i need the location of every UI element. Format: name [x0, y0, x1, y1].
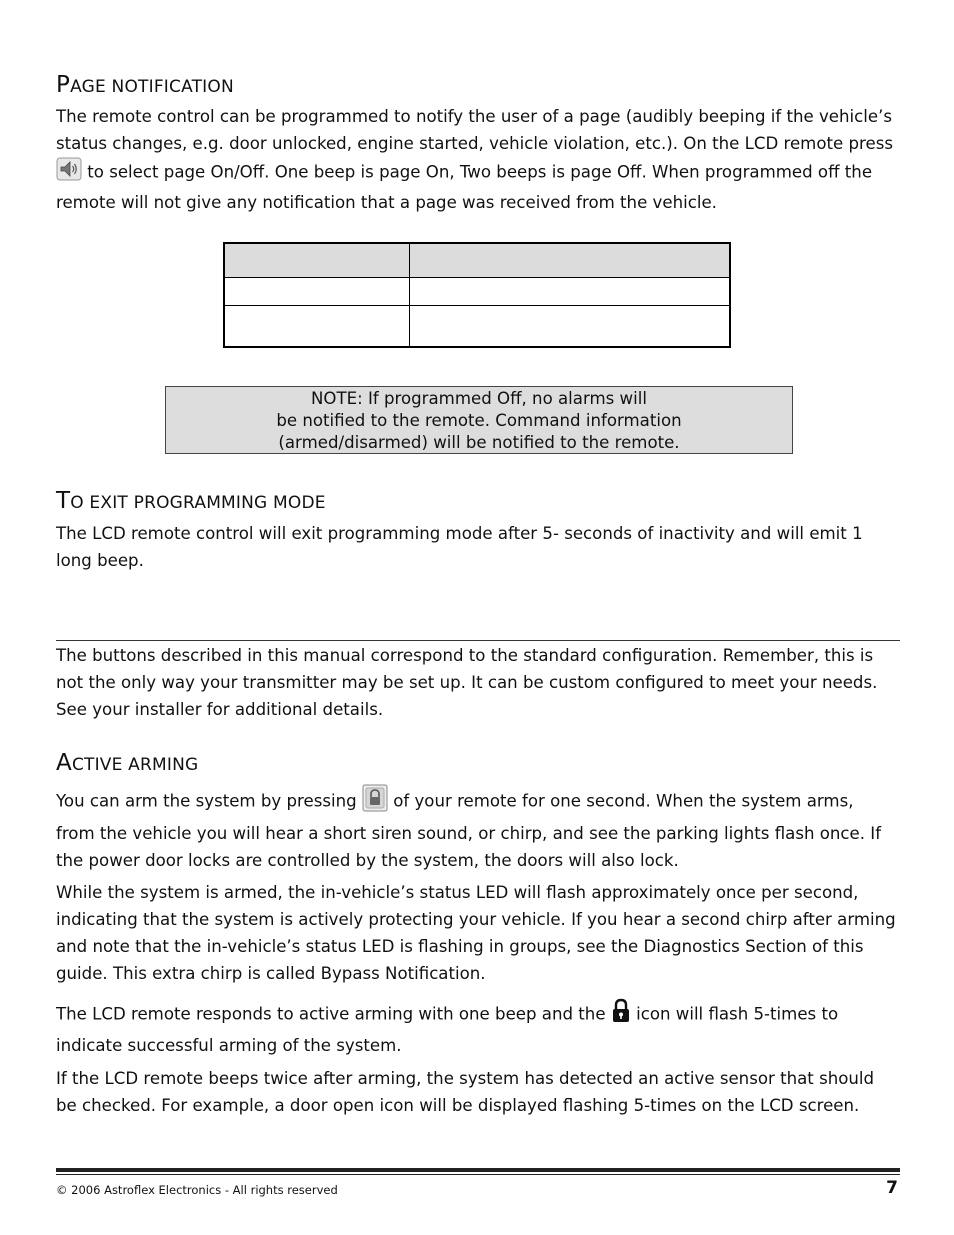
active-arming-paragraph-2: While the system is armed, the in-vehicle’s status LED will flash approximately once per second, indicating that the system is actively protecting your vehicle. If you hear a second chirp after arming and note that the in-vehicle’s status LED is flashing in groups, see the Diagnostics Section of this guide. This extra chirp is called Bypass Notification. — [56, 883, 896, 983]
intro-paragraph: The buttons described in this manual correspond to the standard configuration. Remember, this is not the only way your transmitter may be set up. It can be custom configured to meet your needs. See your installer for additional details. — [56, 646, 878, 719]
text-segment: from the vehicle you will hear a short siren sound, or chirp, and see the parking lights flash once. If the power door locks are controlled by the system, the doors will also lock. — [56, 824, 882, 870]
note-line-1 — [166, 388, 792, 410]
text-segment: You can arm the system by pressing — [56, 791, 357, 811]
text-segment: icon will flash 5-times to — [630, 1004, 839, 1024]
active-arming-paragraph-3 — [56, 998, 898, 1059]
active-arming-paragraph-4: If the LCD remote beeps twice after arming, the system has detected an active sensor that should be checked. For example, a door open icon will be displayed flashing 5-times on the LCD screen. — [56, 1069, 875, 1115]
text-segment: indicate successful arming of the system. — [56, 1036, 402, 1055]
heading-rest: CTIVE ARMING — [71, 755, 199, 775]
text-segment: of your remote for one second. When the system arms, — [387, 791, 854, 811]
note-label: NOTE — [311, 389, 358, 408]
note-text: : If programmed Off, no alarms will — [357, 389, 647, 408]
heading-rest: AGE NOTIFICATION — [70, 77, 234, 97]
table-cell — [224, 278, 410, 306]
padlock-icon — [611, 998, 631, 1032]
heading-page-notification — [56, 72, 234, 98]
table-row — [224, 278, 730, 306]
heading-exit-programming — [56, 488, 326, 514]
footer-rule — [56, 1168, 900, 1172]
heading-active-arming — [56, 750, 198, 776]
page-mode-table — [223, 242, 731, 348]
footer-rule-thin — [56, 1174, 900, 1175]
page-number: 7 — [886, 1178, 898, 1198]
speaker-icon — [56, 157, 82, 189]
note-line-3: (armed/disarmed) will be notified to the remote. — [278, 433, 680, 452]
section-divider — [56, 640, 900, 641]
page-notification-paragraph — [56, 103, 898, 216]
note-box — [165, 386, 793, 454]
heading-initial: T — [56, 488, 71, 514]
heading-rest: O EXIT PROGRAMMING MODE — [70, 493, 326, 513]
table-header-row — [224, 243, 730, 278]
text-segment: The remote control can be programmed to notify the user of a page (audibly beeping if the vehicle’s status changes, e.g. door unlocked, engine started, vehicle violation, etc.). On the LCD remote press — [56, 107, 893, 153]
table-row — [224, 305, 730, 347]
exit-programming-paragraph: The LCD remote control will exit programming mode after 5- seconds of inactivity and will emit 1 long beep. — [56, 524, 863, 570]
lock-button-icon — [362, 784, 388, 820]
heading-initial: A — [56, 750, 72, 776]
note-line-2: be notified to the remote. Command information — [276, 411, 682, 430]
table-cell — [224, 305, 410, 347]
text-segment: The LCD remote responds to active arming with one beep and the — [56, 1004, 606, 1024]
table-cell — [410, 278, 731, 306]
heading-initial: P — [56, 72, 71, 98]
copyright-text: © 2006 Astroflex Electronics - All rights reserved — [56, 1183, 338, 1197]
table-cell — [410, 305, 731, 347]
text-segment: to select page On/Off. One beep is page On, Two beeps is page Off. When programmed off the remote will not give any notification that a page was received from the vehicle. — [56, 162, 873, 212]
table-cell — [224, 243, 410, 278]
table-cell — [410, 243, 731, 278]
active-arming-paragraph-1 — [56, 784, 898, 874]
